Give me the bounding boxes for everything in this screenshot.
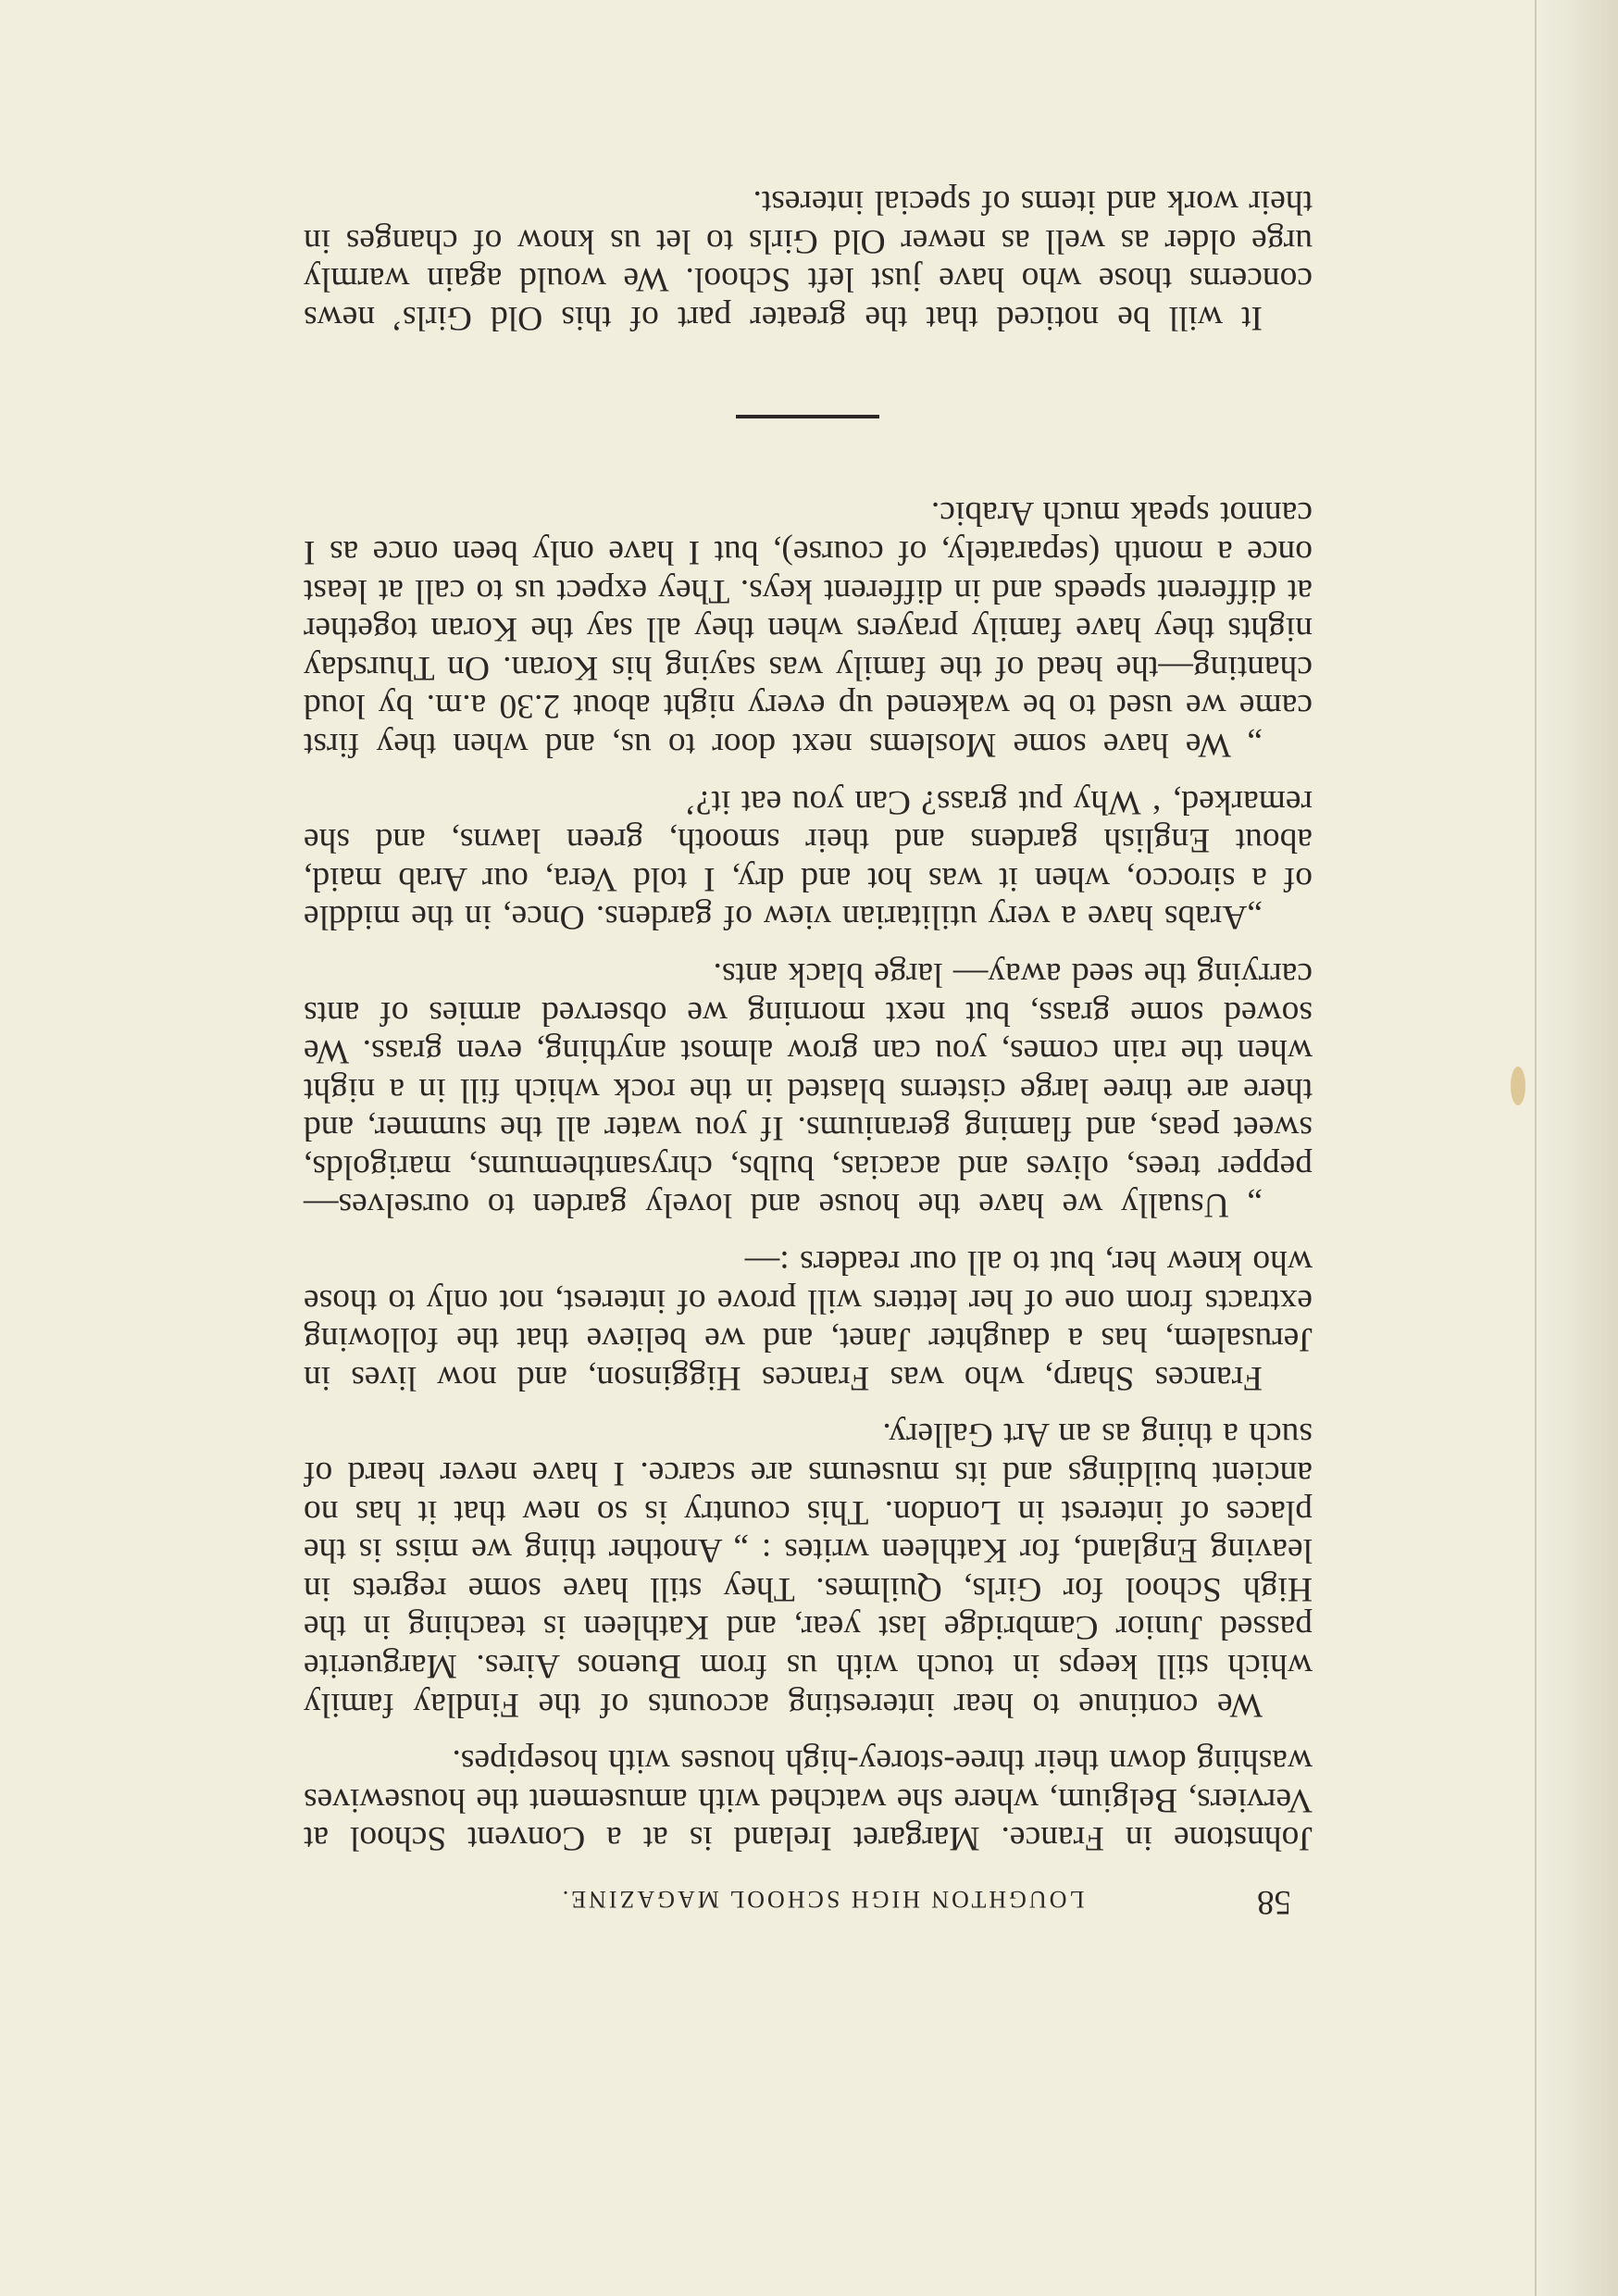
magazine-title: LOUGHTON HIGH SCHOOL MAGAZINE. xyxy=(559,1886,1085,1913)
paragraph-continued: Johnstone in France. Margaret Ireland is at a Convent School at Verviers, Belgium, where she watched with amusement the housewives washing down their three-storey-high houses with hosepipes. xyxy=(304,1742,1313,1858)
running-head xyxy=(304,1879,1313,1921)
paragraph-arabs-gardens: „Arabs have a very utilitarian view of gardens. Once, in the middle of a sirocco, when it was hot and dry, I told Vera, our Arab maid, about English gardens and their smooth, green lawns, and she remarked, ‘ Why put grass? Can you eat it?’ xyxy=(304,782,1313,937)
paragraph-moslems: „ We have some Moslems next door to us, and when they first came we used to be wakened up every night about 2.30 a.m. by loud chanting—the head of the family was saying his Koran. On Thursday nights they have family prayers when they all say the Koran together at different speeds and in different keys. They expect us to call at least once a month (separately, of course), but I have only been once as I cannot speak much Arabic. xyxy=(304,494,1313,764)
paragraph-old-girls-note: It will be noticed that the greater part of this Old Girls’ news concerns those who have just left School. We would again warmly urge older as well as newer Old Girls to let us know of changes in their work and items of special interest. xyxy=(304,183,1313,337)
paragraph-findlay: We continue to hear interesting accounts of the Findlay family which still keeps in touch with us from Buenos Aires. Marguerite passed Junior Cambridge last year, and Kathleen is teaching in the High School for Girls, Quilmes. They still have some regrets in leaving England, for Kathleen writes : „ Another thing we miss is the places of interest in London. This country is so new that it has no ancient buildings and its museums are scarce. I have never heard of such a thing as an Art Gallery. xyxy=(304,1416,1313,1724)
page-number: 58 xyxy=(1257,1883,1291,1921)
paragraph-garden-letter: „ Usually we have the house and lovely garden to ourselves— pepper trees, olives and acacias, bulbs, chrysanthemums, marigolds, sweet peas, and flaming geraniums. If you water all the summer, and there are three large cisterns blasted in the rock which fill in a night when the rain comes, you can grow almost anything, even grass. We sowed some grass, but next morning we observed armies of ants carrying the seed away— large black ants. xyxy=(304,955,1313,1225)
page-content xyxy=(304,182,1313,1921)
paragraph-frances-sharp: Frances Sharp, who was Frances Higginson, and now lives in Jerusalem, has a daughter Janet, and we believe that the following extracts from one of her letters will prove of interest, not only to those who knew her, but to all our readers :— xyxy=(304,1243,1313,1397)
section-divider xyxy=(737,415,880,418)
